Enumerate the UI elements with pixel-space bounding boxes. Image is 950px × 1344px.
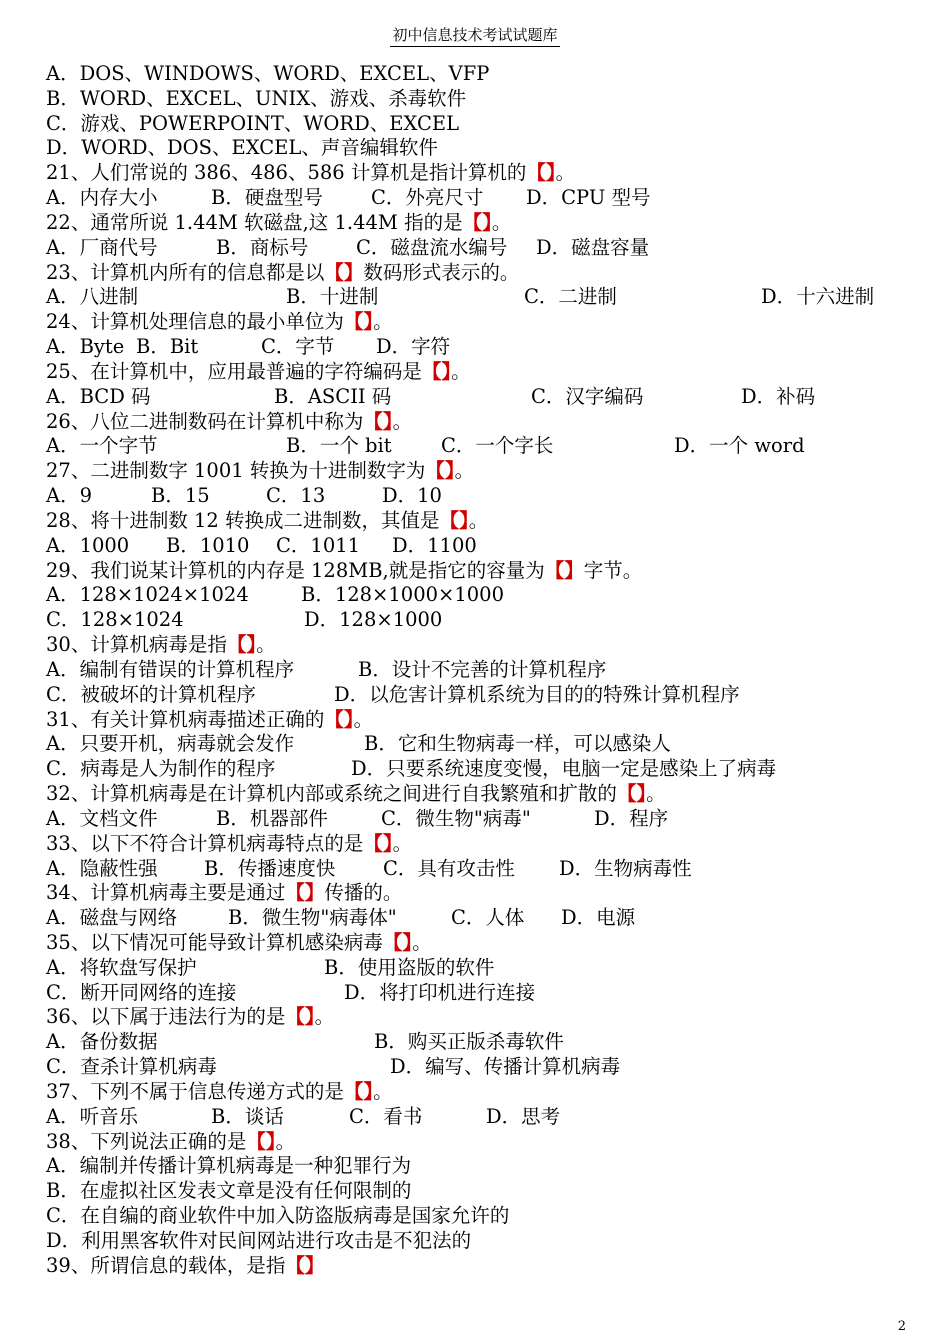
option-line [46, 807, 926, 832]
question-suffix: 。 [555, 161, 576, 185]
question-suffix: 数码形式表示的。 [363, 260, 520, 284]
question-line [46, 211, 926, 236]
option-text: B．Bit [136, 335, 199, 359]
option-text: C．汉字编码 [531, 384, 644, 408]
option-text: C．磁盘流水编号 [356, 235, 508, 259]
answer-bracket: 【】 [343, 1079, 374, 1103]
option-text: D．生物病毒性 [559, 856, 692, 880]
answer-bracket: 【】 [285, 1005, 315, 1029]
option-text: D．十六进制 [761, 285, 875, 309]
option-line [46, 1154, 926, 1179]
option-line [46, 956, 926, 981]
option-text: A．128×1024×1024 [46, 583, 249, 607]
option-line [46, 683, 926, 708]
option-text: A．厂商代号 [46, 235, 158, 259]
option-text: C．看书 [349, 1104, 423, 1128]
option-text: B．128×1000×1000 [301, 583, 504, 607]
question-text: 34、计算机病毒主要是通过 [46, 881, 286, 905]
question-text: 22、通常所说 1.44M 软磁盘,这 1.44M 指的是 [46, 210, 463, 234]
answer-bracket: 【】 [526, 161, 556, 185]
option-text: D．只要系统速度变慢，电脑一定是感染上了病毒 [351, 757, 777, 781]
answer-bracket: 【】 [285, 881, 325, 905]
option-text: C．游戏、POWERPOINT、WORD、EXCEL [46, 111, 460, 135]
answer-bracket: 【】 [226, 633, 257, 657]
answer-bracket: 【】 [343, 310, 374, 334]
answer-bracket: 【】 [324, 260, 364, 284]
option-line [46, 906, 926, 931]
option-text: C．微生物"病毒" [381, 806, 531, 830]
option-line [46, 1105, 926, 1130]
option-text: D．补码 [741, 384, 816, 408]
answer-bracket: 【】 [439, 508, 469, 532]
question-text: 27、二进制数字 1001 转换为十进制数字为 [46, 459, 426, 483]
option-text: D．CPU 型号 [526, 186, 651, 210]
option-text: A．隐蔽性强 [46, 856, 158, 880]
question-text: 31、有关计算机病毒描述正确的 [46, 707, 325, 731]
option-line [46, 285, 926, 310]
option-text: D．以危害计算机系统为目的的特殊计算机程序 [334, 682, 740, 706]
option-text: A．Byte [46, 335, 125, 359]
option-text: A．八进制 [46, 285, 139, 309]
question-text: 37、下列不属于信息传递方式的是 [46, 1079, 344, 1103]
answer-bracket: 【】 [616, 782, 647, 806]
option-text: B．微生物"病毒体" [228, 906, 397, 930]
option-line [46, 484, 926, 509]
option-text: B．商标号 [216, 235, 309, 259]
option-text: B．硬盘型号 [211, 186, 323, 210]
question-suffix: 。 [392, 831, 413, 855]
question-line [46, 832, 926, 857]
option-text: D．1100 [392, 533, 477, 557]
question-suffix: 。 [451, 359, 471, 383]
question-text: 26、八位二进制数码在计算机中称为 [46, 409, 364, 433]
question-suffix: 。 [256, 633, 276, 657]
question-line [46, 1130, 926, 1155]
option-text: C．在自编的商业软件中加入防盗版病毒是国家允许的 [46, 1204, 510, 1228]
option-text: B．十进制 [286, 285, 379, 309]
option-line [46, 583, 926, 608]
answer-bracket: 【】 [421, 359, 452, 383]
question-line [46, 559, 926, 584]
option-text: C．外亮尺寸 [371, 186, 484, 210]
option-line [46, 335, 926, 360]
option-line [46, 1229, 926, 1254]
option-text: C．查杀计算机病毒 [46, 1055, 217, 1079]
question-text: 30、计算机病毒是指 [46, 633, 227, 657]
option-text: B．在虚拟社区发表文章是没有任何限制的 [46, 1179, 412, 1203]
answer-bracket: 【】 [382, 930, 413, 954]
option-text: D．思考 [486, 1104, 561, 1128]
option-text: D．一个 word [674, 434, 805, 458]
option-line [46, 136, 926, 161]
option-line [46, 757, 926, 782]
option-text: A．内存大小 [46, 186, 158, 210]
question-suffix: 传播的。 [324, 881, 403, 905]
question-line [46, 881, 926, 906]
question-suffix: 。 [373, 310, 393, 334]
option-text: A．只要开机，病毒就会发作 [46, 732, 295, 756]
option-text: C．一个字长 [441, 434, 554, 458]
option-text: A．编制有错误的计算机程序 [46, 657, 295, 681]
option-text: B．1010 [166, 533, 250, 557]
option-text: A．9 [46, 484, 92, 508]
question-text: 36、以下属于违法行为的是 [46, 1005, 286, 1029]
question-line [46, 782, 926, 807]
option-text: A．将软盘写保护 [46, 955, 197, 979]
option-text: B．使用盗版的软件 [324, 955, 495, 979]
option-text: A．磁盘与网络 [46, 906, 178, 930]
option-text: D．电源 [561, 906, 636, 930]
option-text: C．13 [266, 484, 326, 508]
option-text: B．购买正版杀毒软件 [374, 1030, 564, 1054]
question-text: 39、所谓信息的载体，是指 [46, 1253, 286, 1277]
option-text: D．10 [382, 484, 442, 508]
option-line [46, 534, 926, 559]
question-line [46, 261, 926, 286]
option-line [46, 1204, 926, 1229]
option-text: C．人体 [451, 906, 525, 930]
question-text: 32、计算机病毒是在计算机内部或系统之间进行自我繁殖和扩散的 [46, 782, 617, 806]
answer-bracket: 【】 [363, 831, 393, 855]
page-number: 2 [897, 1319, 906, 1334]
option-text: D．磁盘容量 [536, 235, 650, 259]
option-text: D．程序 [594, 806, 669, 830]
option-text: C．字节 [261, 335, 335, 359]
question-suffix: 。 [454, 459, 475, 483]
question-suffix: 字节。 [583, 558, 643, 582]
question-suffix: 。 [468, 508, 489, 532]
option-text: B．ASCII 码 [274, 384, 392, 408]
question-line [46, 1005, 926, 1030]
question-suffix: 。 [373, 1079, 393, 1103]
option-text: A．1000 [46, 533, 130, 557]
option-line [46, 87, 926, 112]
header-title: 初中信息技术考试试题库 [390, 24, 559, 47]
option-line [46, 385, 926, 410]
question-suffix: 。 [392, 409, 413, 433]
option-line [46, 236, 926, 261]
option-text: B．谈话 [211, 1104, 284, 1128]
question-suffix: 。 [412, 930, 432, 954]
question-suffix: 。 [314, 1005, 335, 1029]
option-line [46, 608, 926, 633]
question-text: 35、以下情况可能导致计算机感染病毒 [46, 930, 383, 954]
answer-bracket: 【】 [462, 210, 492, 234]
option-text: B．机器部件 [216, 806, 328, 830]
option-line [46, 62, 926, 87]
question-text: 28、将十进制数 12 转换成二进制数，其值是 [46, 508, 440, 532]
option-text: A．编制并传播计算机病毒是一种犯罪行为 [46, 1154, 412, 1178]
question-suffix: 。 [275, 1129, 296, 1153]
option-line [46, 186, 926, 211]
question-text: 21、人们常说的 386、486、586 计算机是指计算机的 [46, 161, 527, 185]
option-line [46, 857, 926, 882]
question-line [46, 708, 926, 733]
option-line [46, 434, 926, 459]
answer-bracket: 【】 [425, 459, 455, 483]
option-line [46, 1179, 926, 1204]
question-line [46, 360, 926, 385]
option-text: A．文档文件 [46, 806, 158, 830]
option-text: C．1011 [276, 533, 361, 557]
answer-bracket: 【】 [544, 558, 584, 582]
option-line [46, 112, 926, 137]
question-line [46, 161, 926, 186]
option-text: A．BCD 码 [46, 384, 151, 408]
option-text: C．断开同网络的连接 [46, 980, 237, 1004]
option-text: C．二进制 [524, 285, 617, 309]
page-header [0, 24, 950, 47]
option-text: A．听音乐 [46, 1104, 139, 1128]
option-text: B．传播速度快 [204, 856, 336, 880]
question-suffix: 。 [491, 210, 512, 234]
question-text: 38、下列说法正确的是 [46, 1129, 247, 1153]
option-line [46, 732, 926, 757]
option-text: D．WORD、DOS、EXCEL、声音编辑软件 [46, 136, 438, 160]
option-text: C．病毒是人为制作的程序 [46, 757, 276, 781]
option-text: D．利用黑客软件对民间网站进行攻击是不犯法的 [46, 1228, 472, 1252]
option-line [46, 981, 926, 1006]
option-text: C．具有攻击性 [383, 856, 515, 880]
question-text: 24、计算机处理信息的最小单位为 [46, 310, 344, 334]
option-text: A．DOS、WINDOWS、WORD、EXCEL、VFP [46, 62, 490, 85]
question-line [46, 633, 926, 658]
option-text: B．它和生物病毒一样，可以感染人 [364, 732, 671, 756]
answer-bracket: 【】 [324, 707, 354, 731]
option-line [46, 1030, 926, 1055]
question-line [46, 1080, 926, 1105]
question-text: 25、在计算机中，应用最普遍的字符编码是 [46, 359, 422, 383]
option-text: B．15 [151, 484, 210, 508]
option-text: B．设计不完善的计算机程序 [358, 657, 607, 681]
question-suffix: 。 [646, 782, 666, 806]
answer-bracket: 【】 [246, 1129, 276, 1153]
question-text: 23、计算机内所有的信息都是以 [46, 260, 325, 284]
option-text: B．WORD、EXCEL、UNIX、游戏、杀毒软件 [46, 86, 467, 110]
option-line [46, 1055, 926, 1080]
question-list [46, 62, 926, 1279]
question-line [46, 410, 926, 435]
answer-bracket: 【】 [285, 1253, 325, 1277]
question-line [46, 509, 926, 534]
option-text: D．将打印机进行连接 [344, 980, 536, 1004]
option-text: D．编写、传播计算机病毒 [390, 1055, 621, 1079]
option-text: D．字符 [376, 335, 451, 359]
option-text: A．一个字节 [46, 434, 158, 458]
answer-bracket: 【】 [363, 409, 393, 433]
question-line [46, 1254, 926, 1279]
option-text: A．备份数据 [46, 1030, 158, 1054]
question-line [46, 310, 926, 335]
question-line [46, 931, 926, 956]
question-text: 29、我们说某计算机的内存是 128MB,就是指它的容量为 [46, 558, 545, 582]
option-line [46, 658, 926, 683]
option-text: B．一个 bit [286, 434, 392, 458]
question-suffix: 。 [353, 707, 374, 731]
question-text: 33、以下不符合计算机病毒特点的是 [46, 831, 364, 855]
option-text: C．128×1024 [46, 608, 184, 632]
question-line [46, 459, 926, 484]
option-text: D．128×1000 [304, 608, 443, 632]
option-text: C．被破坏的计算机程序 [46, 682, 256, 706]
